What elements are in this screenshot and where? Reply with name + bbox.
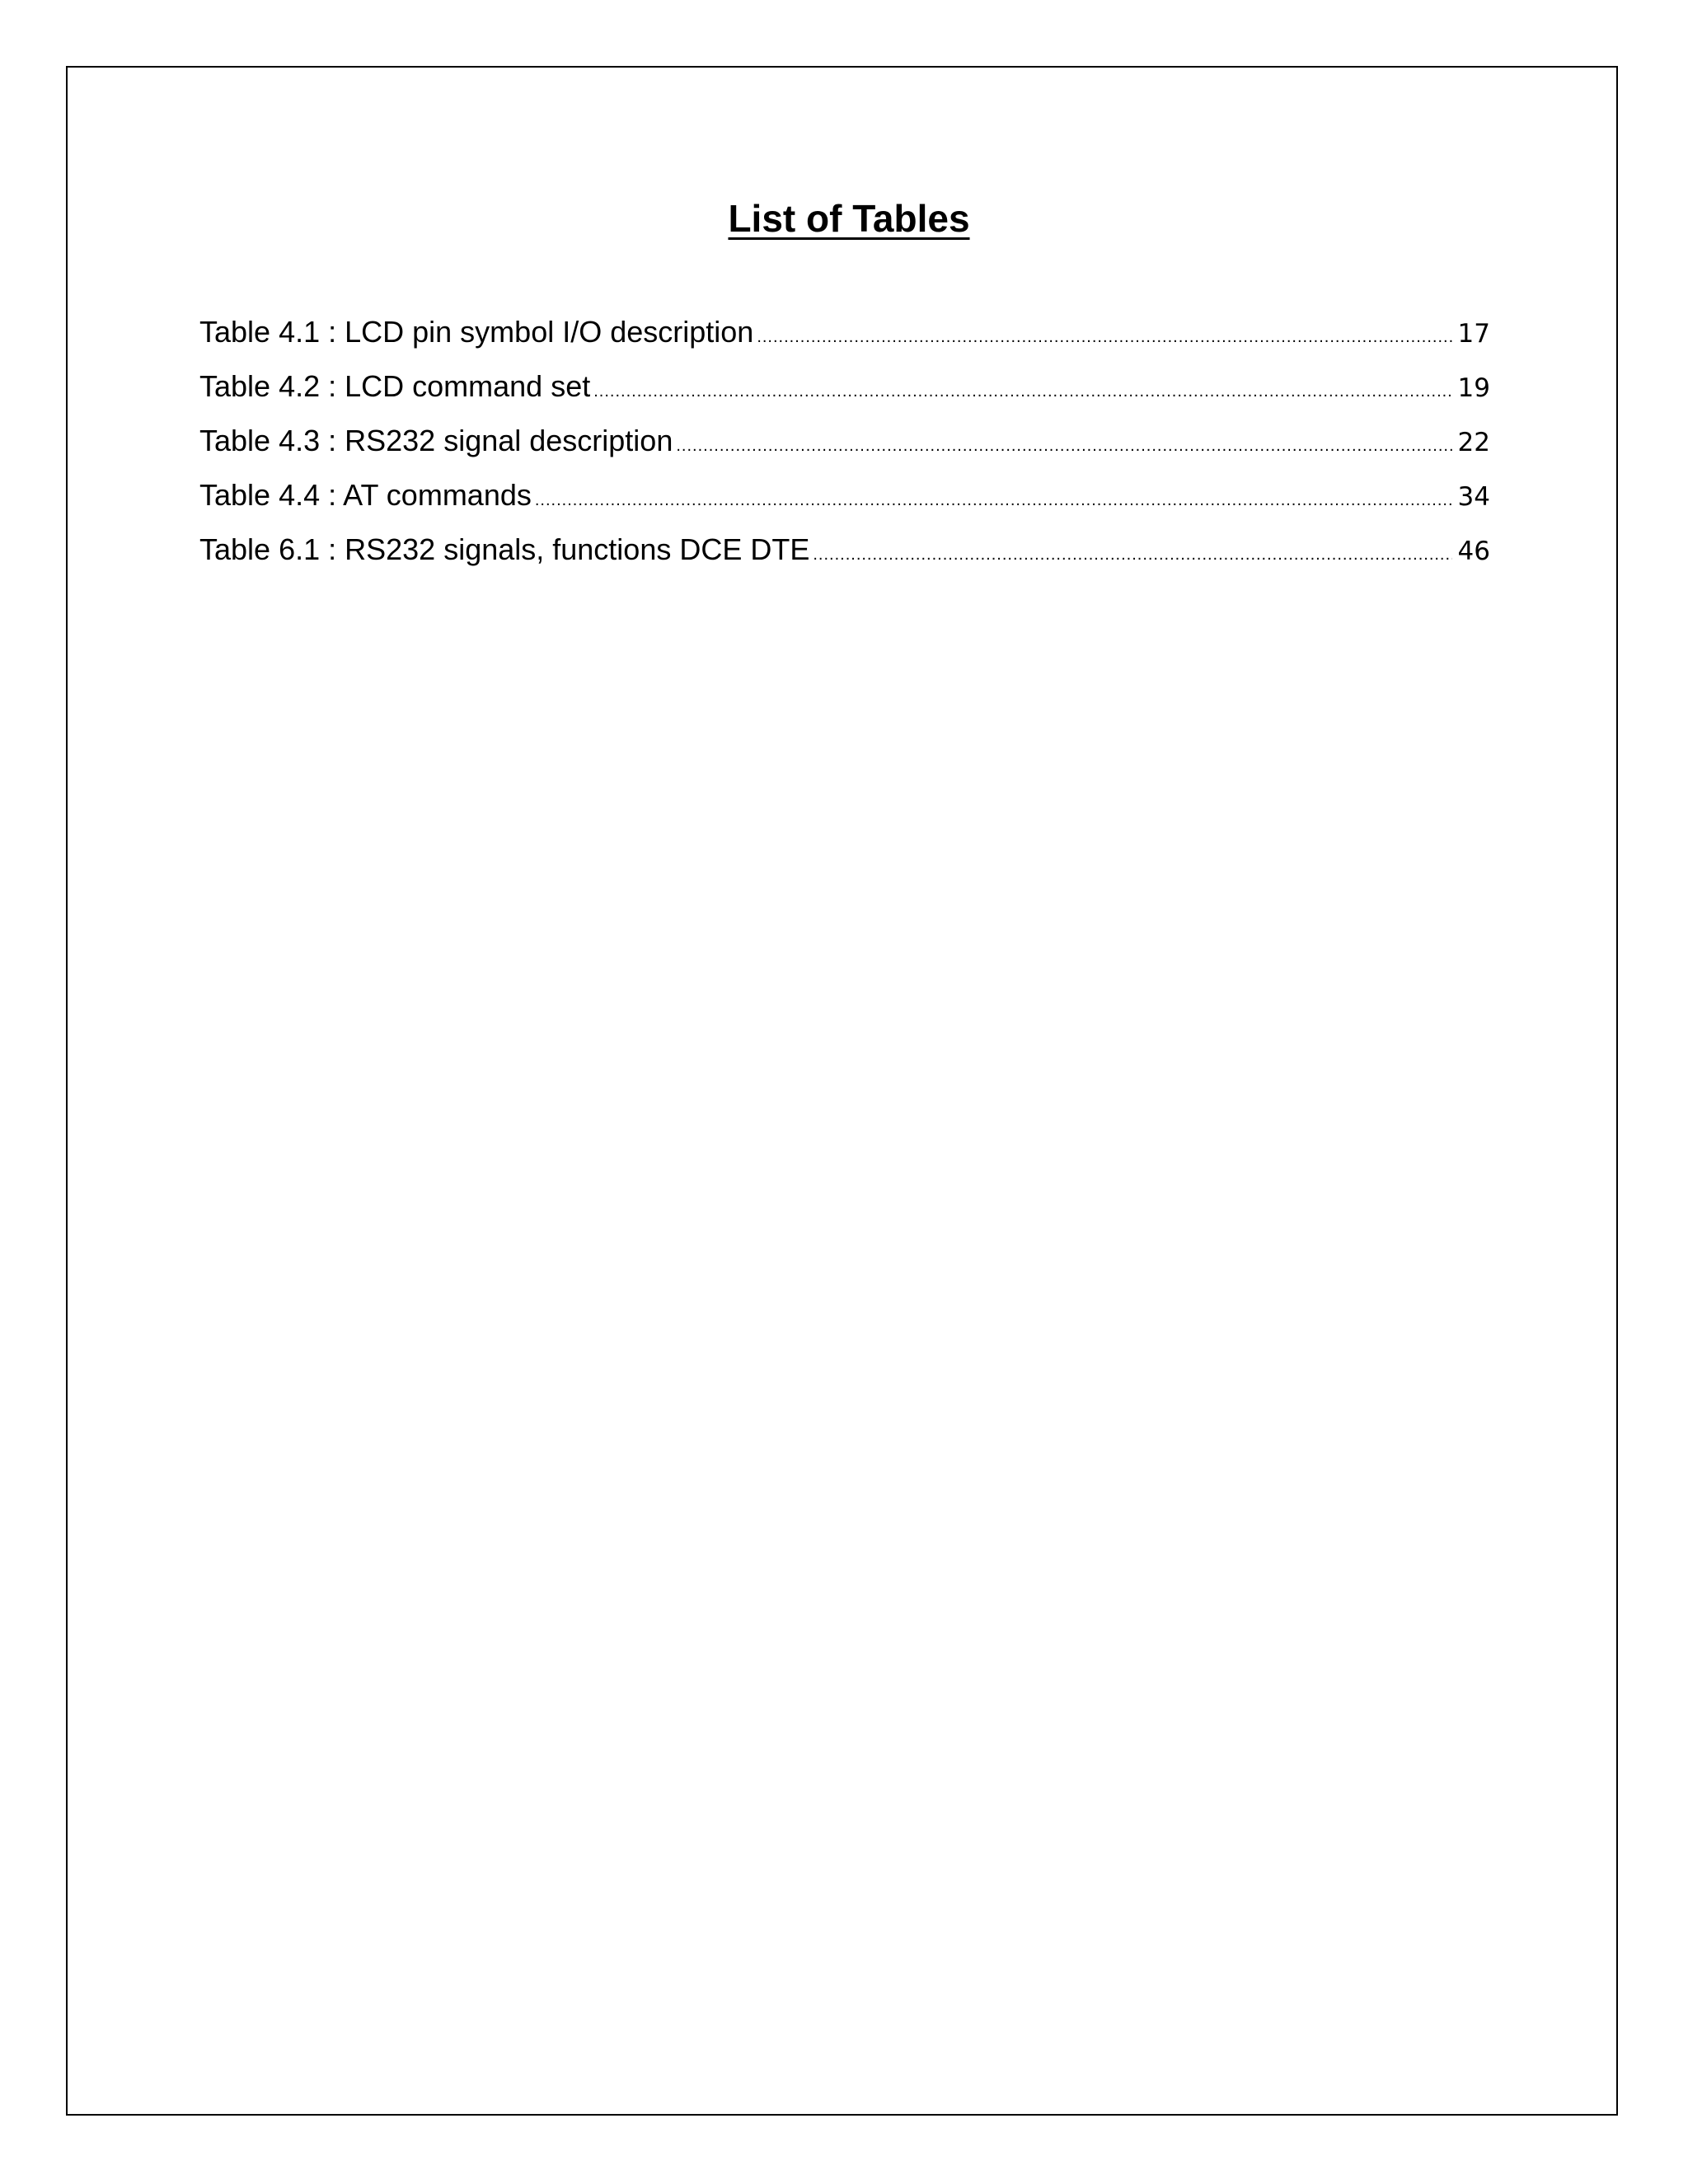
- dot-leader: [676, 437, 1452, 456]
- page-number: 19: [1457, 373, 1490, 403]
- list-item[interactable]: [199, 369, 1490, 424]
- entry-label: Table 4.1 : LCD pin symbol I/O description: [199, 315, 754, 349]
- entry-label: Table 4.2 : LCD command set: [199, 369, 591, 403]
- table-list: [199, 315, 1490, 587]
- dot-leader: [535, 491, 1452, 510]
- page-title: List of Tables: [728, 197, 970, 240]
- entry-label: Table 4.3 : RS232 signal description: [199, 424, 673, 457]
- dot-leader: [813, 546, 1452, 565]
- list-item[interactable]: [199, 424, 1490, 478]
- list-item[interactable]: [199, 478, 1490, 532]
- list-item[interactable]: [199, 315, 1490, 369]
- page-number: 22: [1457, 428, 1490, 457]
- list-item[interactable]: [199, 532, 1490, 587]
- page-number: 34: [1457, 482, 1490, 512]
- dot-leader: [593, 382, 1452, 401]
- page-number: 17: [1457, 319, 1490, 349]
- entry-label: Table 4.4 : AT commands: [199, 478, 532, 512]
- dot-leader: [757, 328, 1452, 347]
- page-number: 46: [1457, 537, 1490, 566]
- entry-label: Table 6.1 : RS232 signals, functions DCE DTE: [199, 532, 810, 566]
